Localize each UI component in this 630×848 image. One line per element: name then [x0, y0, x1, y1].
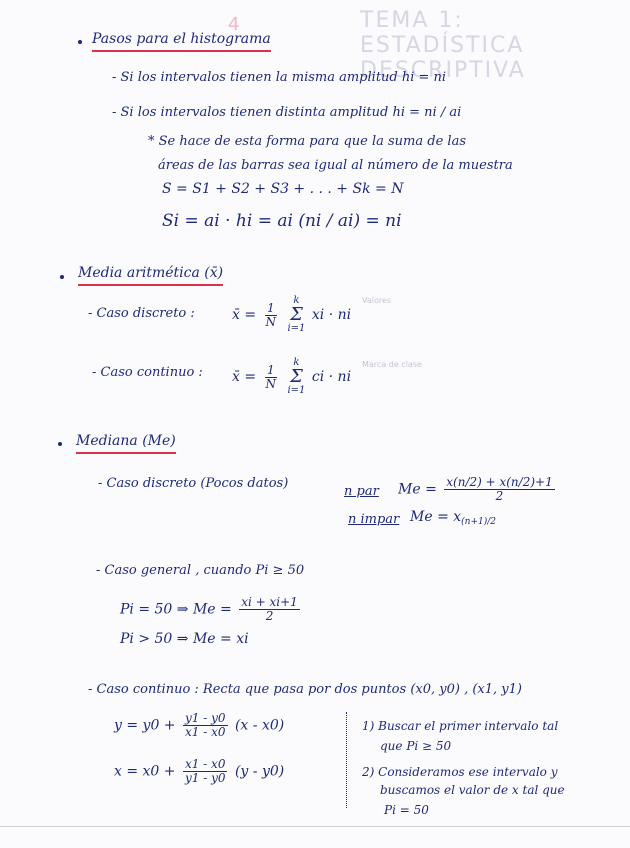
mediana-general-label: - Caso general , cuando Pi ≥ 50 — [96, 563, 305, 578]
formula-recta-y — [114, 712, 284, 739]
bleed-through-title: TEMA 1: ESTADÍSTICA DESCRIPTIVA — [360, 8, 526, 83]
sum-upper: k — [293, 357, 300, 368]
fraction-1-over-n — [264, 302, 279, 329]
sum-lower: i=1 — [287, 385, 306, 396]
formula-area-sum: S = S1 + S2 + S3 + . . . + Sk = N — [162, 181, 404, 197]
formula-pi-eq-50 — [120, 596, 303, 623]
media-discreto-label: - Caso discreto : — [88, 306, 195, 321]
denominator: 2 — [495, 489, 504, 503]
mediana-discreto-label: - Caso discreto (Pocos datos) — [98, 476, 289, 491]
numerator: xi + xi+1 — [241, 595, 298, 609]
formula-pi-gt-50: Pi > 50 ⇒ Me = xi — [120, 631, 249, 647]
sum-lower: i=1 — [287, 323, 306, 334]
bullet — [58, 442, 62, 446]
heading-histograma: Pasos para el histograma — [92, 30, 271, 52]
heading-mediana: Mediana (Me) — [76, 432, 176, 454]
histograma-note-1: * Se hace de esta forma para que la suma de las — [148, 134, 466, 149]
fraction-xi-xi1 — [239, 596, 300, 623]
formula-mediana-impar — [410, 508, 496, 531]
fraction-mediana-par — [444, 476, 554, 503]
media-continuo-label: - Caso continuo : — [92, 365, 203, 380]
histograma-line-1: - Si los intervalos tienen la misma amplitud hi = ni — [112, 70, 447, 85]
xbar-symbol: x̄ = — [232, 369, 257, 385]
recta-y-rhs: (x - x0) — [234, 717, 285, 734]
heading-media: Media aritmética (x̄) — [78, 264, 223, 286]
sum-upper: k — [293, 295, 300, 306]
faint-annotation-marca: Marca de clase — [362, 360, 422, 369]
pi-eq-50-lhs: Pi = 50 ⇒ Me = — [120, 601, 232, 618]
step-1-line-a: 1) Buscar el primer intervalo tal — [362, 719, 559, 733]
recta-x-lhs: x = x0 + — [114, 763, 176, 780]
formula-media-discreto — [232, 296, 351, 334]
numerator: 1 — [266, 300, 275, 315]
fraction-slope — [183, 712, 228, 739]
histograma-line-2: - Si los intervalos tienen distinta amplitud hi = ni / ai — [112, 105, 462, 120]
step-2-line-a: 2) Consideramos ese intervalo y — [362, 765, 558, 779]
term-xi-ni: xi · ni — [311, 307, 352, 323]
numerator: y1 - y0 — [185, 711, 226, 725]
label-n-par: n par — [344, 484, 379, 499]
step-1-line-b: que Pi ≥ 50 — [380, 739, 452, 753]
denominator: 2 — [265, 609, 274, 623]
fraction-inverse-slope — [183, 758, 228, 785]
bleed-through-mark: 4 — [228, 14, 242, 35]
numerator: x(n/2) + x(n/2)+1 — [446, 475, 553, 489]
denominator: N — [265, 314, 277, 329]
denominator: x1 - x0 — [185, 725, 226, 739]
step-2-line-c: Pi = 50 — [384, 803, 429, 817]
page-bottom-edge — [0, 826, 630, 827]
step-2-line-b: buscamos el valor de x tal que — [380, 783, 565, 797]
formula-mediana-par — [398, 476, 558, 503]
summation — [287, 358, 305, 396]
sigma-symbol: Σ — [290, 366, 303, 387]
histograma-note-2: áreas de las barras sea igual al número de la muestra — [158, 158, 513, 173]
fraction-1-over-n — [264, 364, 279, 391]
faint-annotation-valores: Valores — [362, 296, 392, 305]
recta-y-lhs: y = y0 + — [114, 717, 176, 734]
label-n-impar: n impar — [348, 512, 400, 527]
sigma-symbol: Σ — [290, 304, 303, 325]
denominator: N — [265, 376, 277, 391]
xbar-symbol: x̄ = — [232, 307, 257, 323]
bullet — [60, 275, 64, 279]
denominator: y1 - y0 — [184, 771, 226, 785]
bullet — [78, 40, 82, 44]
subscript: (n+1)/2 — [461, 517, 497, 527]
formula-recta-x — [114, 758, 284, 785]
dotted-divider — [346, 712, 347, 808]
mediana-continuo-label: - Caso continuo : Recta que pasa por dos puntos (x0, y0) , (x1, y1) — [88, 682, 522, 697]
formula-area-bar: Si = ai · hi = ai (ni / ai) = ni — [162, 211, 402, 231]
me-lhs: Me = — [398, 481, 437, 498]
numerator: 1 — [266, 362, 275, 377]
term-ci-ni: ci · ni — [311, 369, 352, 385]
formula-media-continuo — [232, 358, 351, 396]
me-impar-lhs: Me = x — [410, 509, 462, 525]
summation — [287, 296, 305, 334]
numerator: x1 - x0 — [184, 757, 226, 771]
recta-x-rhs: (y - y0) — [234, 763, 285, 780]
